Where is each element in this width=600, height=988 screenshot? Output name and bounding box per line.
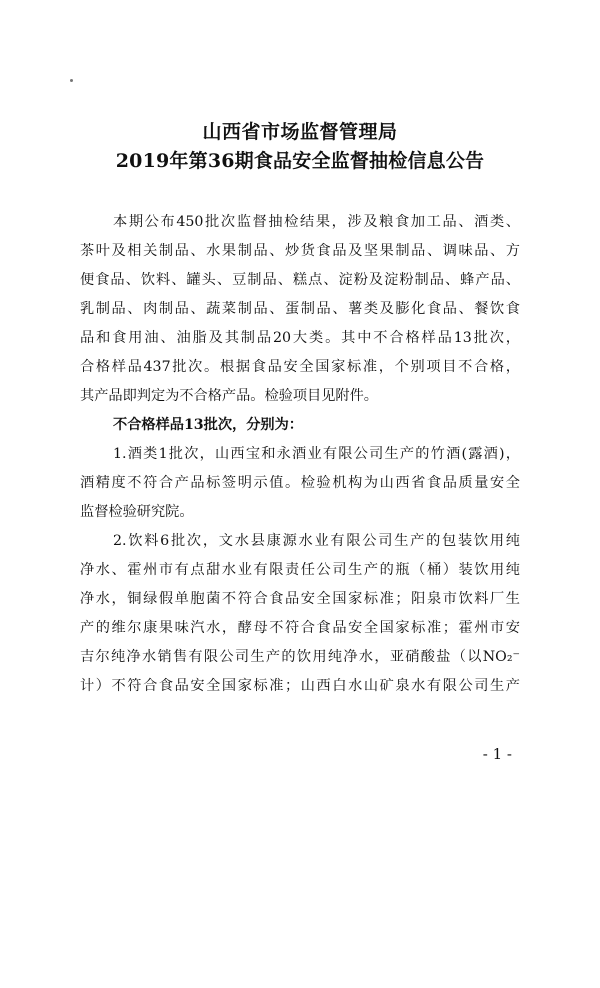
item2-line: 2.饮料6批次，文水县康源水业有限公司生产的包装饮用纯 xyxy=(113,533,520,549)
item1-line: 酒精度不符合产品标签明示值。检验机构为山西省食品质量安全 xyxy=(80,475,520,491)
unqualified-subheading: 不合格样品13批次，分别为： xyxy=(113,417,303,433)
item2-line: 净水，铜绿假单胞菌不符合食品安全国家标准；阳泉市饮料厂生 xyxy=(80,591,520,607)
item2-line: 吉尔纯净水销售有限公司生产的饮用纯净水，亚硝酸盐（以NO₂⁻ xyxy=(80,649,520,665)
intro-line: 其产品即判定为不合格产品。检验项目见附件。 xyxy=(80,388,378,404)
document-title-issuer: 山西省市场监督管理局 xyxy=(202,121,398,143)
item2-line: 产的维尔康果味汽水，酵母不符合食品安全国家标准；霍州市安 xyxy=(80,620,520,636)
intro-line: 品和食用油、油脂及其制品20大类。其中不合格样品13批次， xyxy=(80,330,520,346)
intro-line: 合格样品437批次。根据食品安全国家标准，个别项目不合格， xyxy=(80,359,520,375)
document-title-notice: 2019年第36期食品安全监督抽检信息公告 xyxy=(115,150,485,172)
item2-line: 净水、霍州市有点甜水业有限责任公司生产的瓶（桶）装饮用纯 xyxy=(80,562,520,578)
intro-line: 茶叶及相关制品、水果制品、炒货食品及坚果制品、调味品、方 xyxy=(80,243,520,259)
item1-line: 监督检验研究院。 xyxy=(80,504,194,520)
intro-line: 便食品、饮料、罐头、豆制品、糕点、淀粉及淀粉制品、蜂产品、 xyxy=(80,272,520,288)
item1-line: 1.酒类1批次，山西宝和永酒业有限公司生产的竹酒(露酒)， xyxy=(113,446,520,462)
scan-dot xyxy=(70,79,73,82)
intro-line: 本期公布450批次监督抽检结果，涉及粮食加工品、酒类、 xyxy=(113,214,520,230)
item2-line: 计）不符合食品安全国家标准；山西白水山矿泉水有限公司生产 xyxy=(80,678,520,694)
intro-line: 乳制品、肉制品、蔬菜制品、蛋制品、薯类及膨化食品、餐饮食 xyxy=(80,301,520,317)
page-number: - 1 - xyxy=(482,745,512,763)
